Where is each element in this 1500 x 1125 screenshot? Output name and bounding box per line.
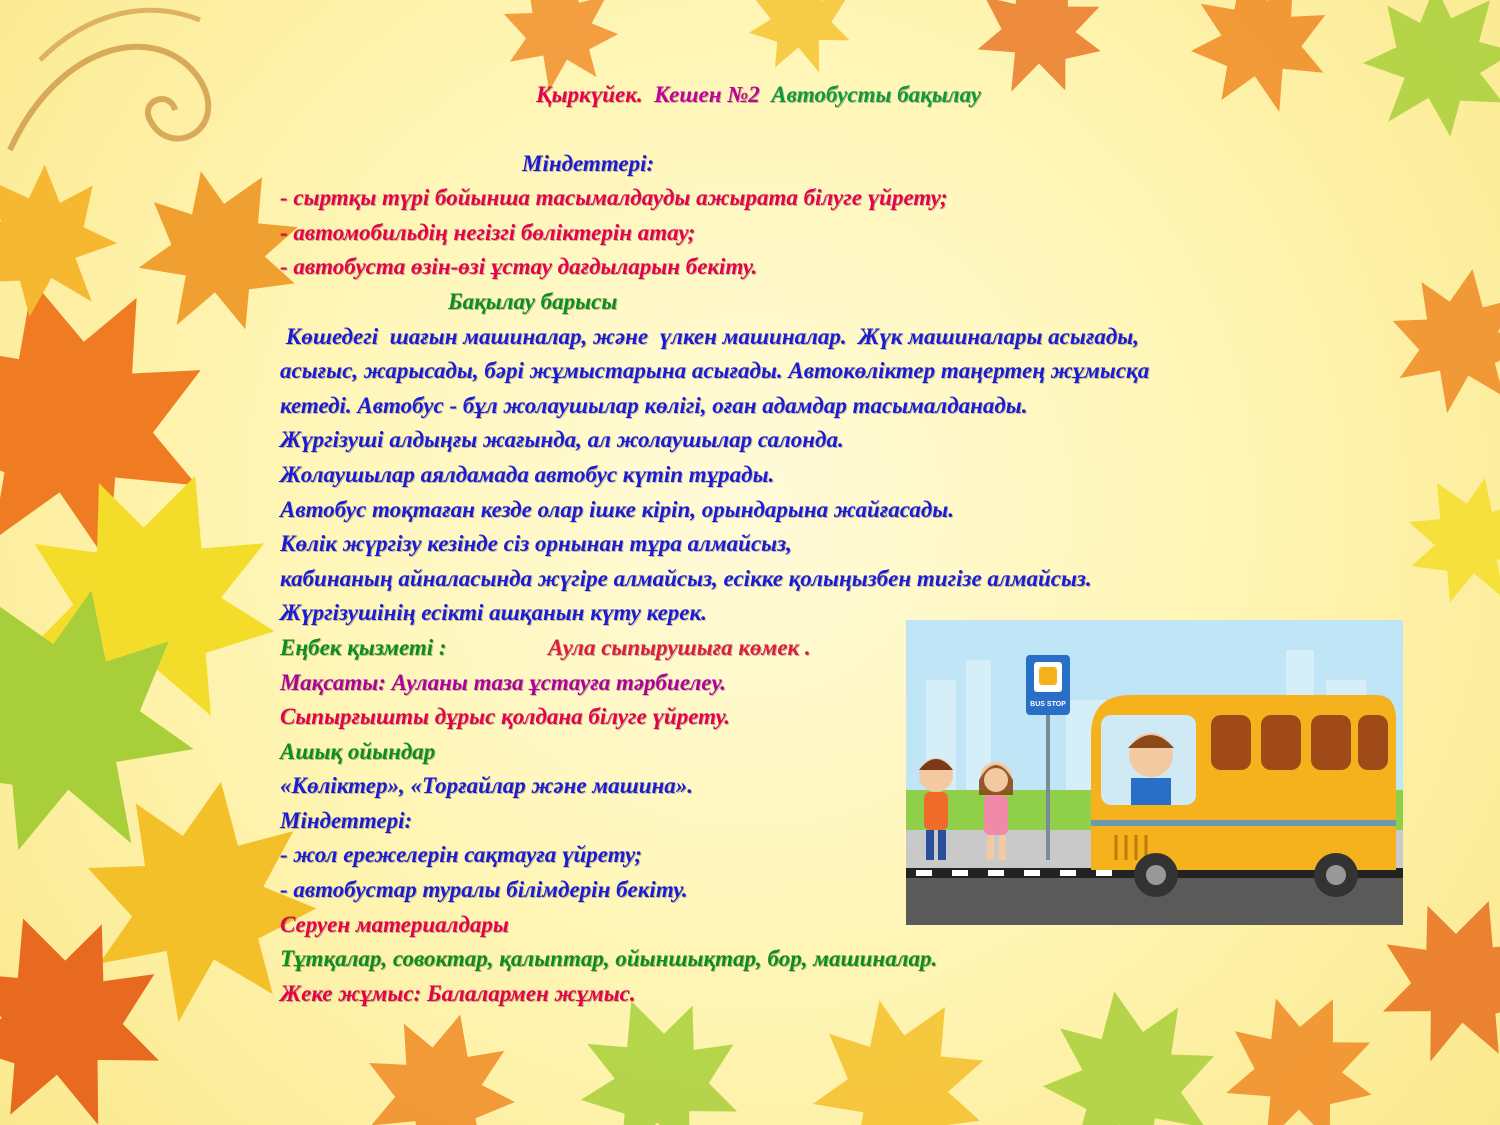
observation-line: Жүргізуші алдыңғы жағында, ал жолаушылар салонда.	[280, 427, 844, 453]
observation-line: Автобус тоқтаған кезде олар ішке кіріп, орындарына жайғасады.	[280, 496, 955, 522]
observation-line: Көлік жүргізу кезінде сіз орнынан тұра алмайсыз,	[280, 531, 792, 557]
individual-work: Жеке жұмыс: Балалармен жұмыс.	[280, 980, 636, 1006]
labor-activity	[280, 631, 1400, 666]
swirl-ornament	[10, 47, 208, 150]
labor-value: Аула сыпырушыға көмек .	[548, 634, 811, 660]
objective-item: - автобуста өзін-өзі ұстау дағдыларын бекіту.	[280, 254, 758, 280]
objective-item: - сыртқы түрі бойынша тасымалдауды ажырата білуге үйрету;	[280, 185, 948, 211]
labor-label: Еңбек қызметі :	[280, 634, 447, 660]
games-objective-item: - жол ережелерін сақтауға үйрету;	[280, 842, 643, 868]
observation-line: Жолаушылар аялдамада автобус күтіп тұрады.	[280, 461, 775, 487]
objectives-heading: Міндеттері:	[522, 150, 655, 176]
observation-line: асығыс, жарысады, бәрі жұмыстарына асығады. Автокөліктер таңертең жұмысқа	[280, 358, 1150, 384]
goal-line: Мақсаты: Ауланы таза ұстауға тәрбиелеу.	[280, 669, 726, 695]
walk-materials: Тұтқалар, совоктар, қалыптар, ойыншықтар, бор, машиналар.	[280, 946, 938, 972]
broom-line: Сыпырғышты дұрыс қолдана білуге үйрету.	[280, 704, 730, 730]
document-body	[280, 78, 1400, 1011]
title-topic: Автобусты бақылау	[771, 82, 981, 107]
bus-stop-sign-text: BUS STOP	[1030, 701, 1066, 708]
title-complex: Кешен №2	[654, 82, 760, 107]
objective-item: - автомобильдің негізгі бөліктерін атау;	[280, 219, 696, 245]
games-list: «Көліктер», «Торғайлар және машина».	[280, 773, 694, 799]
walk-materials-heading: Серуен материалдары	[280, 911, 509, 937]
observation-line: Жүргізушінің есікті ашқанын күту керек.	[280, 600, 707, 626]
games-objectives-heading: Міндеттері:	[280, 807, 413, 833]
title-month: Қыркүйек.	[536, 82, 643, 107]
observation-line: Көшедегі шағын машиналар, және үлкен машиналар. Жүк машиналары асығады,	[280, 323, 1139, 349]
observation-line: кетеді. Автобус - бұл жолаушылар көлігі, оған адамдар тасымалданады.	[280, 392, 1028, 418]
observation-heading: Бақылау барысы	[448, 288, 618, 314]
observation-line: кабинаның айналасында жүгіре алмайсыз, есікке қолыңызбен тигізе алмайсыз.	[280, 565, 1092, 591]
games-heading: Ашық ойындар	[280, 738, 436, 764]
games-objective-item: - автобустар туралы білімдерін бекіту.	[280, 877, 688, 903]
page-title	[280, 78, 1400, 113]
